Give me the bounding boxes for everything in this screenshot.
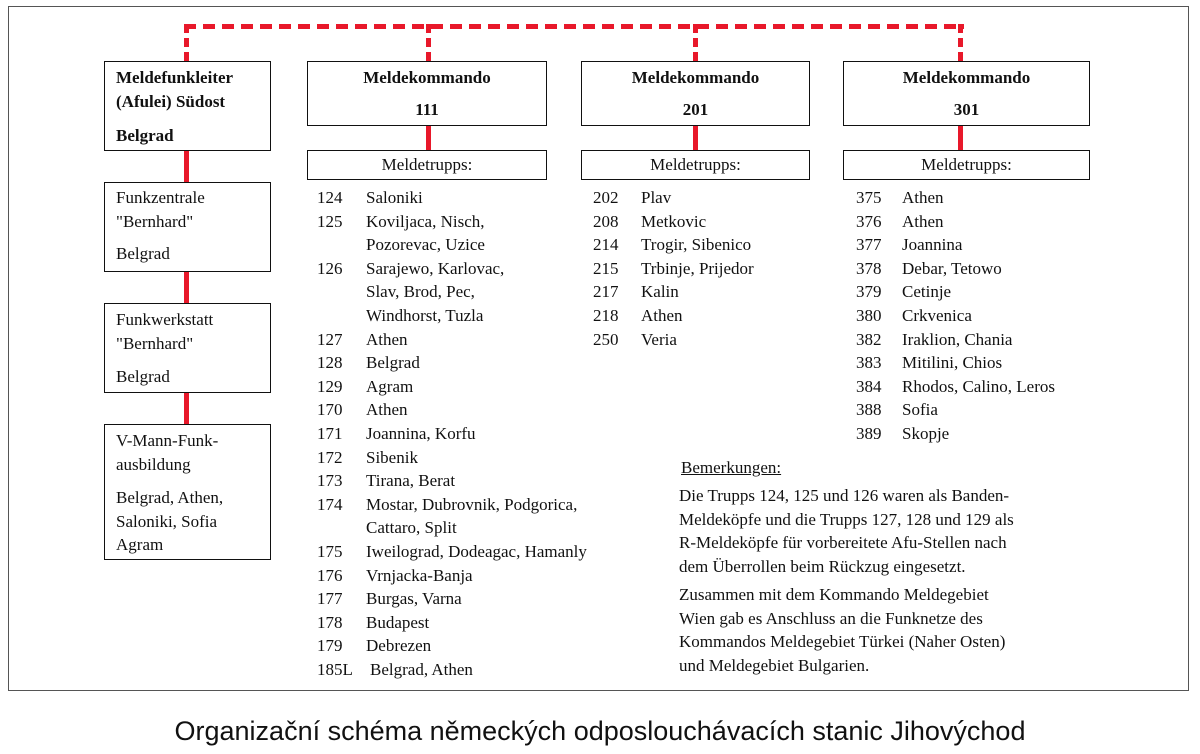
troop-location: Athen	[366, 400, 408, 420]
troop-number: 176	[317, 565, 343, 585]
remarks-heading: Bemerkungen:	[681, 458, 782, 477]
troop-location: Belgrad	[366, 353, 420, 373]
troop-location: Agram	[366, 376, 414, 396]
troop-number: 124	[317, 188, 343, 207]
troop-location: Joannina	[902, 235, 963, 255]
troop-location: Sarajewo, Karlovac,	[366, 258, 505, 278]
troop-number: 376	[856, 211, 882, 231]
troop-location: Rhodos, Calino, Leros	[902, 376, 1055, 396]
troop-location: Koviljaca, Nisch,	[366, 211, 485, 231]
troop-location: Budapest	[366, 612, 430, 632]
troop-location: Belgrad, Athen	[370, 660, 473, 679]
troop-location: Kalin	[641, 282, 679, 302]
troop-location: Athen	[641, 306, 683, 325]
troop-number: 126	[317, 258, 343, 278]
troop-number: 185L	[317, 660, 353, 679]
troop-location: Slav, Brod, Pec,	[366, 282, 475, 302]
troop-number: 215	[593, 258, 619, 278]
command-301-title: Meldekommando	[902, 68, 1031, 87]
connector-leader-funkzentrale	[184, 150, 189, 182]
command-301-number: 301	[953, 100, 980, 119]
vmann-line2: ausbildung	[116, 455, 191, 474]
troop-number: 172	[317, 447, 343, 467]
troop-location: Athen	[902, 188, 944, 207]
connector-111-troops	[426, 126, 431, 150]
troop-number: 378	[856, 258, 882, 278]
troop-location: Metkovic	[641, 211, 707, 231]
troop-location: Crkvenica	[902, 306, 972, 325]
remarks-para2-line2: Wien gab es Anschluss an die Funknetze des	[679, 609, 983, 628]
remarks-para1-line1: Die Trupps 124, 125 und 126 waren als Banden-	[679, 486, 1010, 505]
troop-location: Pozorevac, Uzice	[366, 235, 485, 255]
troop-location: Vrnjacka-Banja	[366, 565, 473, 585]
troop-number: 129	[317, 376, 343, 396]
vmann-place1: Belgrad, Athen,	[116, 488, 224, 507]
troop-number: 174	[317, 494, 343, 514]
troop-number: 208	[593, 211, 619, 231]
funkzentrale-box	[104, 182, 271, 272]
remarks-para1-line2: Meldeköpfe und die Trupps 127, 128 und 129 als	[679, 510, 1014, 529]
vmann-place2: Saloniki, Sofia	[116, 512, 218, 531]
troop-location: Plav	[641, 188, 672, 207]
troop-location: Saloniki	[366, 188, 423, 207]
troop-number: 214	[593, 235, 619, 255]
troop-number: 377	[856, 235, 882, 255]
troops-111-label: Meldetrupps:	[381, 155, 473, 174]
funkwerkstatt-place: Belgrad	[116, 367, 170, 386]
leader-box	[104, 61, 271, 151]
troop-number: 380	[856, 306, 882, 325]
troop-location: Sofia	[902, 400, 938, 420]
troop-location: Trogir, Sibenico	[641, 235, 752, 255]
troop-location: Debrezen	[366, 636, 432, 656]
troop-number: 389	[856, 424, 882, 443]
connector-201-troops	[693, 126, 698, 150]
troop-location: Trbinje, Prijedor	[641, 258, 754, 278]
troop-location: Cattaro, Split	[366, 518, 457, 538]
troop-location: Athen	[902, 211, 944, 231]
troop-location: Skopje	[902, 424, 950, 443]
command-201-title: Meldekommando	[631, 68, 760, 87]
troops-301-label-box	[843, 150, 1090, 180]
remarks-para1-line3: R-Meldeköpfe für vorbereitete Afu-Stellen nach	[679, 533, 1007, 552]
troop-number: 178	[317, 612, 343, 632]
troops-301-label: Meldetrupps:	[921, 155, 1012, 174]
vmann-box	[104, 424, 271, 560]
vmann-place3: Agram	[116, 535, 164, 554]
funkwerkstatt-line1: Funkwerkstatt	[116, 310, 214, 329]
troop-location: Athen	[366, 329, 408, 349]
troop-location: Joannina, Korfu	[366, 424, 476, 443]
troop-location: Tirana, Berat	[366, 471, 456, 491]
troop-number: 125	[317, 211, 343, 231]
troop-location: Sibenik	[366, 447, 418, 467]
leader-line1: Meldefunkleiter	[116, 68, 234, 87]
funkzentrale-line1: Funkzentrale	[116, 188, 205, 207]
troop-number: 379	[856, 282, 882, 302]
funkwerkstatt-box	[104, 303, 271, 393]
troop-number: 127	[317, 329, 343, 349]
troops-201-label: Meldetrupps:	[650, 155, 741, 174]
command-111-box	[307, 61, 547, 126]
troop-location: Debar, Tetowo	[902, 258, 1002, 278]
funkzentrale-line2: "Bernhard"	[116, 212, 194, 231]
figure-caption: Organizační schéma německých odposlouchávacích stanic Jihovýchod	[174, 716, 1026, 746]
troop-number: 217	[593, 282, 619, 302]
remarks-para2-line3: Kommandos Meldegebiet Türkei (Naher Osten)	[679, 632, 1006, 651]
troop-number: 173	[317, 471, 343, 491]
connector-funkwerkstatt-vmann	[184, 393, 189, 424]
troop-number: 202	[593, 188, 619, 207]
troop-number: 179	[317, 636, 343, 656]
dashed-connector-201	[693, 24, 698, 62]
remarks-para2-line4: und Meldegebiet Bulgarien.	[679, 656, 870, 675]
troops-111-label-box	[307, 150, 547, 180]
command-111-number: 111	[415, 100, 439, 119]
troop-location: Veria	[641, 329, 677, 349]
remarks-para1-line4: dem Überrollen beim Rückzug eingesetzt.	[679, 557, 966, 576]
dashed-connector-leader	[184, 24, 189, 62]
troop-number: 218	[593, 306, 619, 325]
troop-number: 128	[317, 353, 343, 373]
command-111-title: Meldekommando	[363, 68, 491, 87]
troop-number: 171	[317, 424, 343, 443]
command-201-box	[581, 61, 810, 126]
troop-number: 382	[856, 329, 882, 349]
dashed-connector-111	[426, 24, 431, 62]
command-201-number: 201	[682, 100, 709, 119]
connector-301-troops	[958, 126, 963, 150]
troop-location: Iraklion, Chania	[902, 329, 1013, 349]
leader-line3: Belgrad	[116, 126, 174, 145]
troop-number: 375	[856, 188, 882, 207]
troop-location: Mitilini, Chios	[902, 353, 1003, 373]
command-301-box	[843, 61, 1090, 126]
remarks-para2-line1: Zusammen mit dem Kommando Meldegebiet	[679, 585, 989, 604]
troop-number: 383	[856, 353, 882, 373]
troop-number: 175	[317, 542, 343, 561]
funkzentrale-place: Belgrad	[116, 244, 170, 263]
connector-funkzentrale-funkwerkstatt	[184, 272, 189, 303]
troop-number: 177	[317, 589, 343, 609]
troop-number: 384	[856, 376, 882, 396]
leader-line2: (Afulei) Südost	[116, 92, 226, 111]
troop-number: 170	[317, 400, 343, 420]
funkwerkstatt-line2: "Bernhard"	[116, 334, 194, 353]
troop-number: 250	[593, 329, 619, 349]
vmann-line1: V-Mann-Funk-	[116, 431, 219, 450]
troop-location: Windhorst, Tuzla	[366, 306, 484, 325]
troop-location: Mostar, Dubrovnik, Podgorica,	[366, 494, 578, 514]
troop-location: Cetinje	[902, 282, 952, 302]
dashed-connector-top	[184, 24, 964, 29]
troop-location: Burgas, Varna	[366, 589, 462, 609]
dashed-connector-301	[958, 24, 963, 62]
troops-201-label-box	[581, 150, 810, 180]
troop-number: 388	[856, 400, 882, 420]
troop-location: Iweilograd, Dodeagac, Hamanly	[366, 542, 587, 561]
